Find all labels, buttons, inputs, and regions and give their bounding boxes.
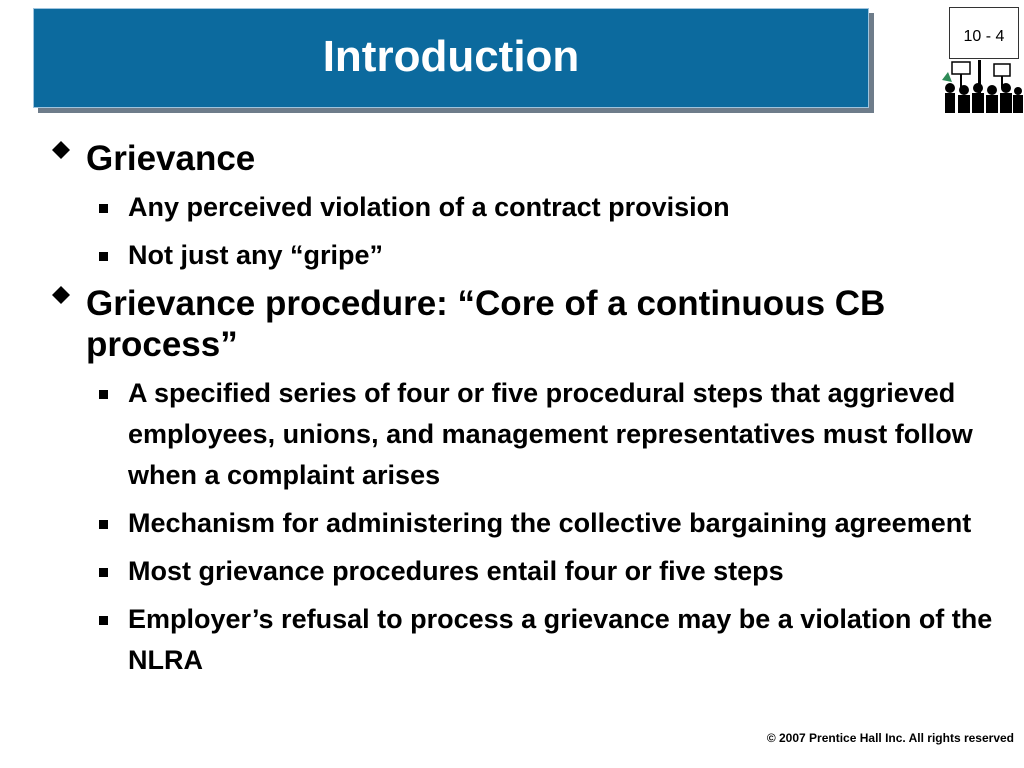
square-bullet-icon <box>99 616 108 625</box>
sub-bullet-text: Employer’s refusal to process a grievance may be a violation of the NLRA <box>128 604 993 675</box>
diamond-bullet-icon <box>52 286 70 304</box>
sub-bullet <box>50 187 1010 228</box>
bullet-text: Grievance procedure: “Core of a continuous CB process” <box>86 284 886 364</box>
sub-bullet-text: Not just any “gripe” <box>128 240 384 270</box>
sub-bullet-text: A specified series of four or five procedural steps that aggrieved employees, unions, and management representatives must follow when a complaint arises <box>128 378 973 490</box>
sub-bullet-text: Most grievance procedures entail four or five steps <box>128 556 784 586</box>
slide-title: Introduction <box>322 32 580 81</box>
sub-bullet <box>50 373 1010 496</box>
sub-bullet <box>50 503 1010 544</box>
square-bullet-icon <box>99 568 108 577</box>
page-number: 10 - 4 <box>963 28 1005 45</box>
protest-crowd-icon <box>942 58 1024 114</box>
bullet-text: Grievance <box>86 139 256 178</box>
square-bullet-icon <box>99 252 108 261</box>
sub-bullet-text: Any perceived violation of a contract provision <box>128 192 730 222</box>
square-bullet-icon <box>99 520 108 529</box>
sub-bullet <box>50 551 1010 592</box>
copyright-footer: © 2007 Prentice Hall Inc. All rights reserved <box>766 731 1014 745</box>
sub-bullet <box>50 235 1010 276</box>
square-bullet-icon <box>99 204 108 213</box>
square-bullet-icon <box>99 390 108 399</box>
slide-body <box>50 138 1010 688</box>
sub-bullet <box>50 599 1010 681</box>
title-banner <box>33 8 869 108</box>
sub-bullet-text: Mechanism for administering the collective bargaining agreement <box>128 508 972 538</box>
page-number-box <box>949 7 1019 59</box>
bullet-level1-grievance-procedure <box>50 283 1010 365</box>
bullet-level1-grievance <box>50 138 1010 179</box>
diamond-bullet-icon <box>52 141 70 159</box>
